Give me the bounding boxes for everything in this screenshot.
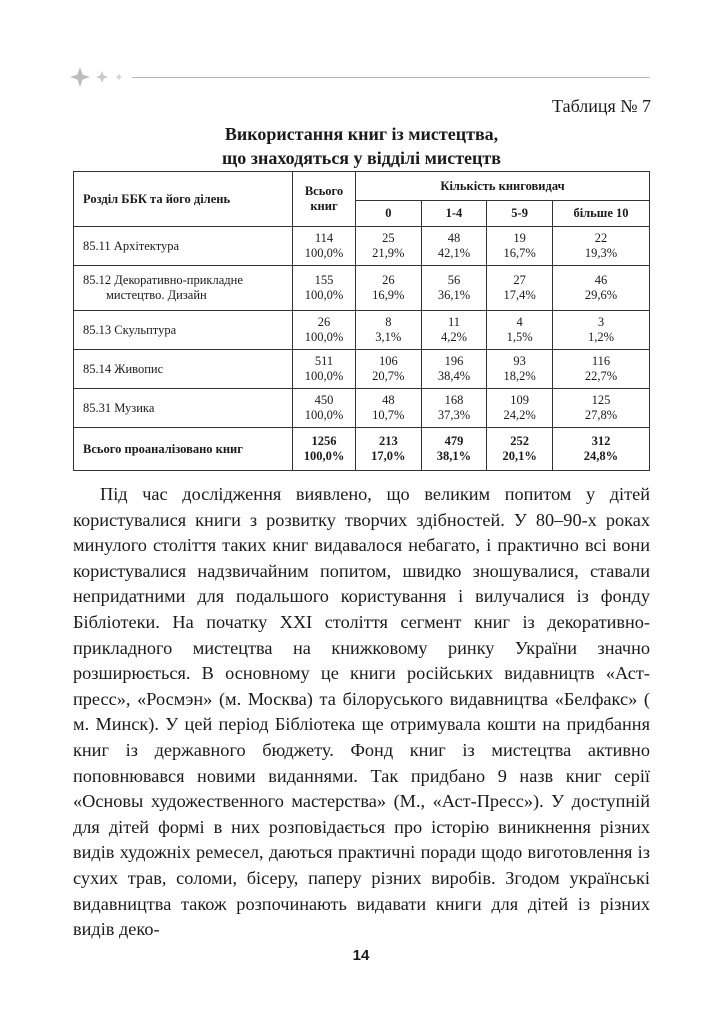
total-books-header: Всього книг [293, 172, 356, 227]
value-cell: 25 21,9% [356, 227, 422, 266]
total-cell: 26 100,0% [293, 311, 356, 350]
value-cell: 252 20,1% [487, 428, 553, 471]
total-cell: 511 100,0% [293, 350, 356, 389]
table-title [73, 122, 650, 170]
table-row [74, 227, 650, 266]
value-cell: 46 29,6% [552, 266, 649, 311]
value-cell: 8 3,1% [356, 311, 422, 350]
value-cell: 479 38,1% [421, 428, 487, 471]
value-cell: 109 24,2% [487, 389, 553, 428]
section-cell: 85.14 Живопис [74, 350, 293, 389]
value-cell: 106 20,7% [356, 350, 422, 389]
value-cell: 312 24,8% [552, 428, 649, 471]
value-cell: 196 38,4% [421, 350, 487, 389]
table-title-line: Використання книг із мистецтва, [224, 124, 499, 144]
subheader-cell: 0 [356, 201, 422, 227]
value-cell: 11 4,2% [421, 311, 487, 350]
value-cell: 48 10,7% [356, 389, 422, 428]
total-cell: 450 100,0% [293, 389, 356, 428]
subheader-cell: більше 10 [552, 201, 649, 227]
table-header-row [74, 172, 650, 201]
total-label-cell: Всього проаналізовано книг [74, 428, 293, 471]
loans-table [73, 171, 650, 471]
body-text [73, 482, 650, 943]
total-cell: 114 100,0% [293, 227, 356, 266]
section-cell: 85.12 Декоративно-прикладне мистецтво. Дизайн [74, 266, 293, 311]
value-cell: 3 1,2% [552, 311, 649, 350]
value-cell: 22 19,3% [552, 227, 649, 266]
section-header: Розділ ББК та його ділень [74, 172, 293, 227]
value-cell: 27 17,4% [487, 266, 553, 311]
subheader-cell: 5-9 [487, 201, 553, 227]
value-cell: 116 22,7% [552, 350, 649, 389]
table-row [74, 350, 650, 389]
table-row [74, 266, 650, 311]
table-number-label: Таблиця № 7 [552, 96, 651, 116]
sparkle-icon [70, 66, 130, 88]
value-cell: 213 17,0% [356, 428, 422, 471]
total-cell: 1256 100,0% [293, 428, 356, 471]
section-cell: 85.13 Скульптура [74, 311, 293, 350]
value-cell: 26 16,9% [356, 266, 422, 311]
value-cell: 48 42,1% [421, 227, 487, 266]
value-cell: 56 36,1% [421, 266, 487, 311]
value-cell: 125 27,8% [552, 389, 649, 428]
loan-count-header: Кількість книговидач [356, 172, 650, 201]
table-row [74, 311, 650, 350]
body-paragraph: Під час дослідження виявлено, що великим попитом у дітей користувалися книги з розвитку творчих здібностей. У 80–90-х роках минулого століття таких книг видавалося небагато, і практично всі вони користувалися надзвичайним попитом, швидко зношувалися, ставали непридатними для подальшого користування і вилучалися із фонду Бібліотеки. На початку ХХІ століття сегмент книг із декоративно-прикладного мистецтва на книжковому ринку України значно розширюється. В основному це книги російських видавництв «Аст-пресс», «Росмэн» (м. Москва) та білоруського видавництва «Белфакс» ( м. Минск). У цей період Бібліотека ще отримувала кошти на придбання книг із державного бюджету. Фонд книг із мистецтва активно поповнювався новими виданнями. Так придбано 9 назв книг серії «Основы художественного мастерства» (М., «Аст-Пресс»). У доступній для дітей формі в них розповідається про історію виникнення різних видів художніх ремесел, даються практичні поради щодо виготовлення із сухих трав, соломи, бісеру, паперу різних виробів. Згодом українські видавництва також розпочинають видавати книги для дітей із різних видів деко- [73, 484, 650, 940]
table-total-row [74, 428, 650, 471]
page-number: 14 [352, 947, 370, 964]
value-cell: 168 37,3% [421, 389, 487, 428]
value-cell: 19 16,7% [487, 227, 553, 266]
table-row [74, 389, 650, 428]
table-title-line: що знаходяться у відділі мистецтв [222, 148, 501, 168]
subheader-cell: 1-4 [421, 201, 487, 227]
total-cell: 155 100,0% [293, 266, 356, 311]
section-cell: 85.11 Архітектура [74, 227, 293, 266]
section-cell: 85.31 Музика [74, 389, 293, 428]
header-ornament [70, 66, 650, 86]
value-cell: 93 18,2% [487, 350, 553, 389]
value-cell: 4 1,5% [487, 311, 553, 350]
header-rule [132, 77, 650, 78]
